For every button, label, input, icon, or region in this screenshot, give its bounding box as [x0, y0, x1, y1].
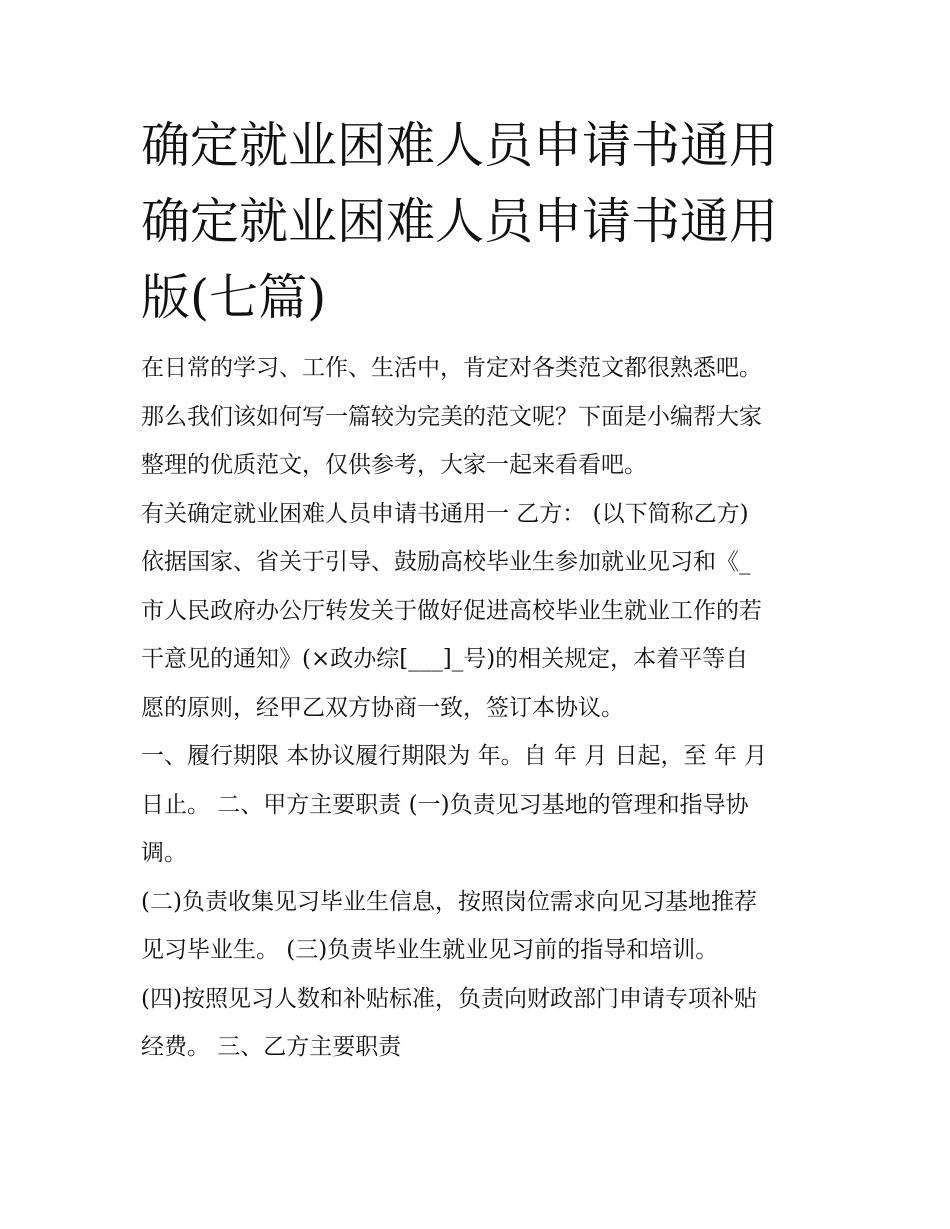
- paragraph-intro: 在日常的学习、工作、生活中，肯定对各类范文都很熟悉吧。 那么我们该如何写一篇较为完美的范文呢？下面是小编帮大家 整理的优质范文，仅供参考，大家一起来看看吧。: [141, 355, 762, 478]
- paragraph-duty-2-3: (二)负责收集见习毕业生信息，按照岗位需求向见习基地推荐 见习毕业生。 (三)负责毕业生就业见习前的指导和培训。: [141, 888, 757, 963]
- paragraph-agreement-preamble: 有关确定就业困难人员申请书通用一 乙方： (以下简称乙方) 依据国家、省关于引导、鼓励高校毕业生参加就业见习和《_ 市人民政府办公厅转发关于做好促进高校毕业生就业工作的若 干意见的通知》(×政办综[___]_号)的相关规定，本着平等自 愿的原则，经甲乙双方协商一致，签订本协议。: [141, 500, 762, 721]
- paragraph-term-and-duties: 一、履行期限 本协议履行期限为 年。自 年 月 日起，至 年 月 日止。 二、甲方主要职责 (一)负责见习基地的管理和指导协 调。: [141, 743, 768, 866]
- document-body: [141, 108, 821, 1072]
- document-title: 确定就业困难人员申请书通用 确定就业困难人员申请书通用 版(七篇): [141, 117, 779, 326]
- document-content: [141, 344, 821, 1072]
- paragraph-duty-4: (四)按照见习人数和补贴标准，负责向财政部门申请专项补贴 经费。 三、乙方主要职责: [141, 985, 757, 1060]
